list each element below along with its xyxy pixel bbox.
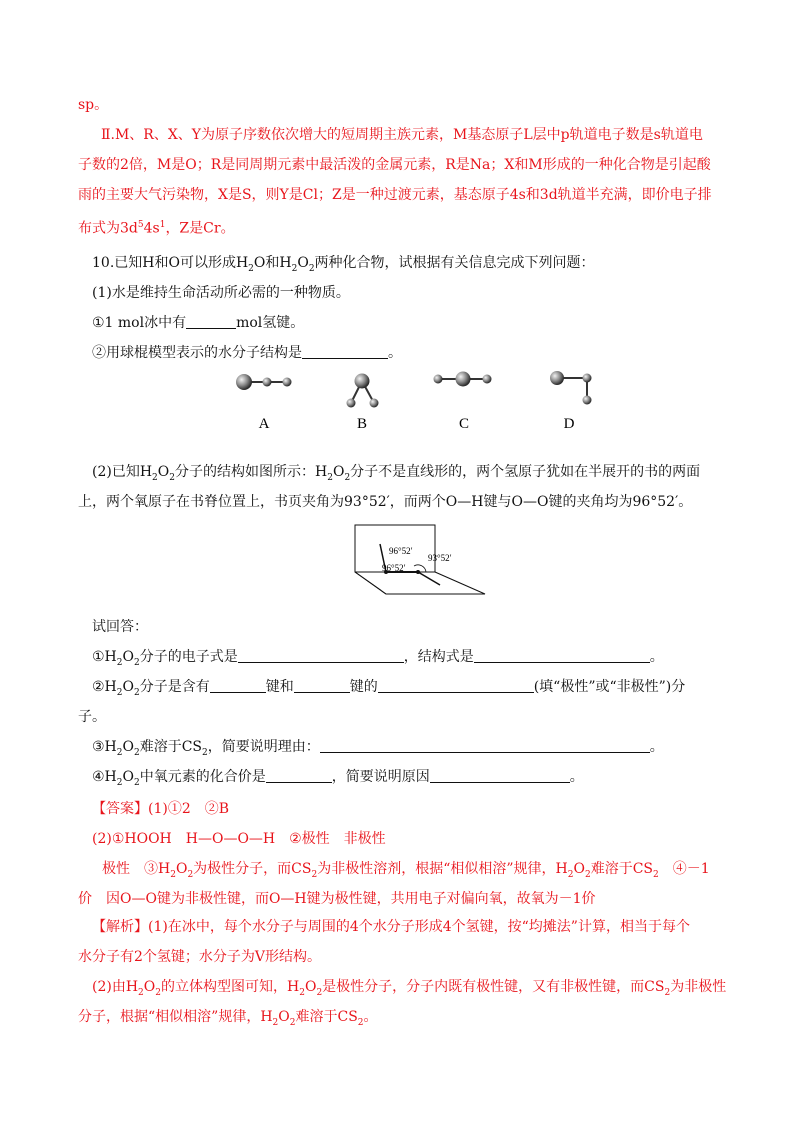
text: 。 (649, 739, 664, 755)
text: 。 (569, 769, 584, 785)
answer-blank[interactable] (210, 678, 266, 693)
text: O (157, 464, 170, 480)
superscript: 1 (159, 220, 166, 230)
answer-blank[interactable] (430, 768, 570, 783)
model-a (236, 374, 292, 390)
text: 分子的结构如图所示：H (175, 464, 328, 480)
red-text-line: 雨的主要大气污染物，X是S，则Y是Cl；Z是一种过渡元素，基态原子4s和3d轨道半充满，即价电子排 (78, 187, 712, 203)
text: ①H (92, 649, 117, 665)
text: 极性 ③H (102, 861, 171, 877)
subscript: 2 (133, 657, 140, 668)
analysis-line: 【解析】(1)在冰中，每个水分子与周围的4个水分子形成4个氢键，按“均摊法”计算，相当于每个 (92, 919, 690, 935)
answer-line (102, 859, 710, 885)
text: ④H (92, 769, 117, 785)
subscript: 2 (272, 1017, 279, 1028)
sub-question-3 (92, 737, 664, 763)
text: 分子的电子式是 (139, 649, 238, 665)
text: 布式为3d (78, 220, 138, 237)
subscript: 2 (133, 777, 140, 788)
text: 键和 (265, 679, 294, 695)
subscript: 2 (664, 987, 671, 998)
subscript: 2 (133, 687, 140, 698)
sub-question-1 (92, 647, 664, 673)
red-text-line: Ⅱ.M、R、X、Y为原子序数依次增大的短周期主族元素，M基态原子L层中p轨道电子数是s轨道电 (101, 127, 703, 143)
text: ④－1 (658, 861, 710, 877)
angle-label: 93°52′ (428, 553, 452, 563)
text: 。 (649, 649, 664, 665)
text: 4s (143, 220, 160, 237)
text: O (122, 649, 134, 665)
text: 分子，根据“相似相溶”规律，H (78, 1009, 273, 1025)
subscript: 2 (187, 869, 194, 880)
analysis-line: 水分子有2个氢键；水分子为V形结构。 (78, 949, 322, 965)
h2o2-structure-figure (350, 522, 490, 602)
text: O (143, 979, 156, 995)
text: 中氧元素的化合价是 (139, 769, 266, 785)
answer-blank[interactable] (302, 344, 388, 359)
angle-label: 96°52′ (389, 546, 413, 556)
text: 键的 (349, 679, 378, 695)
subscript: 2 (138, 987, 144, 998)
text: ，Z是Cr。 (165, 220, 235, 237)
subscript: 2 (116, 687, 123, 698)
subscript: 2 (116, 777, 123, 788)
text: O (332, 464, 345, 480)
text: 分子不是直线形的，两个氢原子犹如在半展开的书的两面 (350, 464, 701, 480)
text: 难溶于CS (590, 861, 654, 877)
subscript: 2 (311, 869, 318, 880)
text: 。 (363, 1009, 378, 1025)
option-label-b: B (356, 416, 368, 432)
ball-stick-models-figure (200, 360, 620, 440)
text: (填“极性”或“非极性”)分 (533, 679, 686, 695)
subscript: 2 (308, 263, 315, 274)
subscript: 2 (344, 472, 351, 483)
ask-line: 试回答： (92, 619, 148, 635)
answer-blank[interactable] (186, 314, 236, 329)
option-label-d: D (563, 416, 575, 432)
answer-line: 价 因O—O键为非极性键，而O—H键为极性键，共用电子对偏向氧，故氧为－1价 (78, 891, 596, 907)
text: ，结构式是 (403, 649, 474, 665)
text: 两种化合物，试根据有关信息完成下列问题： (314, 255, 595, 271)
text: ②用球棍模型表示的水分子结构是 (92, 345, 302, 361)
text: 。 (388, 345, 402, 361)
answer-blank[interactable] (294, 678, 350, 693)
subscript: 2 (584, 869, 591, 880)
answer-blank[interactable] (320, 738, 650, 753)
superscript: 5 (137, 220, 144, 230)
answer-blank[interactable] (378, 678, 534, 693)
o-h-bond-line (418, 572, 440, 585)
subscript: 2 (291, 263, 298, 274)
answer-line: (2)①HOOH H—O—O—H ②极性 非极性 (92, 831, 386, 847)
text: O (278, 1009, 290, 1025)
subscript: 2 (567, 869, 574, 880)
text: 的立体构型图可知，H (161, 979, 300, 995)
subscript: 2 (155, 987, 161, 998)
part1-title: (1)水是维持生命活动所必需的一种物质。 (92, 285, 350, 301)
text: O (122, 769, 134, 785)
sub-question-2 (92, 677, 685, 703)
text: ②H (92, 679, 117, 695)
book-page-horizontal (355, 572, 485, 594)
subscript: 2 (299, 987, 305, 998)
sub-question-2-cont: 子。 (78, 709, 106, 725)
question-stem (92, 253, 595, 279)
subscript: 2 (152, 472, 158, 483)
subscript: 2 (653, 869, 659, 880)
text: O和H (253, 255, 292, 271)
sub-question-4 (92, 767, 584, 793)
red-text-line (78, 215, 235, 239)
red-text-line: sp。 (78, 97, 109, 113)
text: 为非极性溶剂，根据“相似相溶”规律，H (317, 861, 568, 877)
subscript: 2 (116, 657, 123, 668)
text: 10.已知H和O可以形成H (92, 255, 249, 271)
text: O (297, 255, 309, 271)
text: ，简要说明原因 (331, 769, 430, 785)
angle-label: 96°52′ (382, 563, 406, 573)
text: ①1 mol冰中有 (92, 315, 187, 331)
subscript: 2 (116, 747, 123, 758)
text: O (304, 979, 317, 995)
subscript: 2 (202, 747, 208, 758)
subscript: 2 (327, 472, 333, 483)
answer-heading: 【答案】(1)①2 ②B (92, 801, 230, 817)
text: O (122, 679, 134, 695)
red-text-line: 子数的2倍，M是O；R是同周期元素中最活泼的金属元素，R是Na；X和M形成的一种化合物是引起酸 (78, 157, 711, 173)
text: (2)已知H (92, 464, 153, 480)
text: (2)由H (92, 979, 139, 995)
model-d (550, 371, 592, 405)
part2-line2: 上，两个氧原子在书脊位置上，书页夹角为93°52′，而两个O—H键与O—O键的夹角均为96°52′。 (78, 494, 693, 510)
analysis-line (78, 1007, 378, 1033)
part2-line1 (92, 462, 700, 488)
subscript: 2 (316, 987, 323, 998)
subscript: 2 (248, 263, 254, 274)
subscript: 2 (133, 747, 140, 758)
text: mol氢键。 (236, 315, 305, 331)
text: O (573, 861, 585, 877)
part1-question1 (92, 313, 304, 333)
text: O (122, 739, 134, 755)
answer-blank[interactable] (238, 648, 404, 663)
model-b (347, 374, 379, 408)
subscript: 2 (289, 1017, 296, 1028)
answer-blank[interactable] (266, 768, 332, 783)
text: ③H (92, 739, 117, 755)
subscript: 2 (169, 472, 175, 483)
text: 是极性分子，分子内既有极性键，又有非极性键，而CS (322, 979, 665, 995)
text: 分子是含有 (139, 679, 210, 695)
text: 为极性分子，而CS (193, 861, 312, 877)
option-label-c: C (458, 416, 470, 432)
text: 为非极性 (670, 979, 727, 995)
analysis-line (92, 977, 726, 1003)
text: 难溶于CS (295, 1009, 358, 1025)
subscript: 2 (170, 869, 176, 880)
text: ，简要说明理由： (207, 739, 320, 755)
option-label-a: A (258, 416, 270, 432)
model-c (434, 372, 492, 387)
text: 难溶于CS (139, 739, 203, 755)
answer-blank[interactable] (474, 648, 650, 663)
subscript: 2 (357, 1017, 364, 1028)
text: O (175, 861, 188, 877)
